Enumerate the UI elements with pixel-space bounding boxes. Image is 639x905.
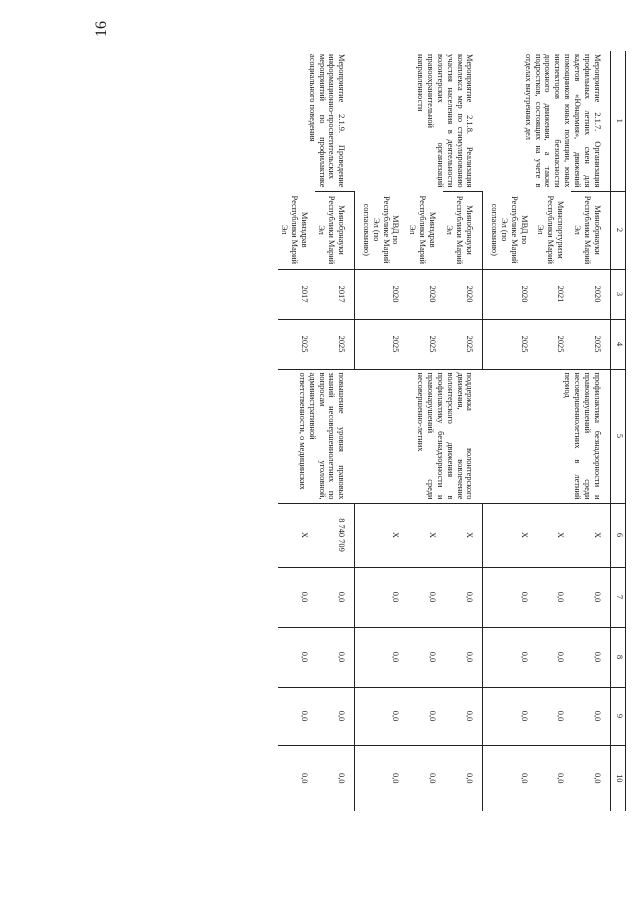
value-cell: 0,0 [482,567,534,627]
column-header: 6 [611,503,626,567]
start-year-cell: 2017 [278,269,315,319]
executor-cell: Минздрав Республики Марий Эл [280,195,310,264]
column-header: 3 [611,269,626,319]
executor-cell: Минобрнауки Республики Марий Эл [571,191,610,269]
value-cell: 0,0 [354,567,406,627]
value-cell: 0,0 [278,567,315,627]
end-year-cell: 2025 [535,319,572,369]
value-cell: 0,0 [571,687,610,745]
value-cell: 0,0 [535,567,572,627]
budget-cell: Х [407,503,444,567]
budget-cell: Х [535,503,572,567]
column-header: 7 [611,567,626,627]
page-number: 16 [93,21,110,37]
table-row [571,51,610,811]
budget-cell: 8 740 709 [315,503,354,567]
value-cell: 0,0 [315,627,354,687]
executor-cell: МВД по Республике Марий Эл (по согласованию) [482,191,534,269]
value-cell: 0,0 [443,745,482,811]
end-year-cell: 2025 [443,319,482,369]
executor-cell: Минобрнауки Республики Марий Эл [443,191,482,269]
start-year-cell: 2020 [482,269,534,319]
program-measures-table [278,51,626,811]
value-cell: 0,0 [571,627,610,687]
value-cell: 0,0 [315,687,354,745]
column-header: 2 [611,191,626,269]
executor-cell: МВД по Республике Марий Эл (по согласованию) [354,191,406,269]
expected-result: повышение уровня правовых знаний несовершеннолетних по вопросам уголовной, административной ответственности, о медицинских [278,369,354,503]
value-cell: 0,0 [315,745,354,811]
column-header: 9 [611,687,626,745]
start-year-cell: 2020 [354,269,406,319]
value-cell: 0,0 [443,627,482,687]
start-year-cell: 2020 [407,269,444,319]
program-table-sheet [124,51,626,811]
start-year-cell: 2020 [443,269,482,319]
budget-cell: Х [482,503,534,567]
executor-cell: Минспортуризм Республики Марий Эл [536,195,566,264]
table-row [315,51,354,811]
end-year-cell: 2025 [315,319,354,369]
start-year-cell: 2017 [315,269,354,319]
executor-cell: Минобрнауки Республики Марий Эл [315,191,354,269]
value-cell: 0,0 [354,687,406,745]
start-year-cell: 2021 [535,269,572,319]
value-cell: 0,0 [407,567,444,627]
value-cell: 0,0 [535,687,572,745]
value-cell: 0,0 [278,687,315,745]
end-year-cell: 2025 [407,319,444,369]
start-year-cell: 2020 [571,269,610,319]
budget-cell: Х [354,503,406,567]
value-cell: 0,0 [535,627,572,687]
value-cell: 0,0 [407,627,444,687]
value-cell: 0,0 [278,627,315,687]
end-year-cell: 2025 [354,319,406,369]
value-cell: 0,0 [482,627,534,687]
column-header: 1 [611,51,626,191]
value-cell: 0,0 [407,745,444,811]
expected-result: профилактика безнадзорности и правонарушений среди несовершеннолетних в летний период [482,369,610,503]
value-cell: 0,0 [354,627,406,687]
value-cell: 0,0 [354,745,406,811]
column-header: 4 [611,319,626,369]
column-header: 8 [611,627,626,687]
end-year-cell: 2025 [571,319,610,369]
value-cell: 0,0 [407,687,444,745]
value-cell: 0,0 [278,745,315,811]
event-description: Мероприятие 2.1.8. Реализация комплекса мер по стимулированию участия населения в деятельности волонтерских организаций правоохранительной направленности [415,54,475,188]
end-year-cell: 2025 [278,319,315,369]
value-cell: 0,0 [571,745,610,811]
event-description: Мероприятие 2.1.7. Организация профильных летних смен для кадетов «Юнармия», движений помощников юных полиции, юных инспекторов безопасности дорожного движения, а также подростков, состоящих на учете в отделах внутренних дел [523,54,602,188]
value-cell: 0,0 [482,687,534,745]
column-header: 5 [611,369,626,503]
budget-cell: Х [443,503,482,567]
budget-cell: Х [571,503,610,567]
event-description: Мероприятие 2.1.9. Проведение информационно-просветительских мероприятий по профилактике асоциального поведения [307,54,347,188]
column-number-row [611,51,626,811]
value-cell: 0,0 [443,687,482,745]
value-cell: 0,0 [482,745,534,811]
value-cell: 0,0 [535,745,572,811]
end-year-cell: 2025 [482,319,534,369]
column-header: 10 [611,745,626,811]
executor-cell: Минздрав Республики Марий Эл [408,195,438,264]
table-row [443,51,482,811]
value-cell: 0,0 [443,567,482,627]
expected-result: поддержка волонтерского движения, вовлечение волонтерского движения в профилактику безнадзорности и правонарушений среди несовершенно-летних [354,369,482,503]
value-cell: 0,0 [571,567,610,627]
value-cell: 0,0 [315,567,354,627]
budget-cell: Х [278,503,315,567]
